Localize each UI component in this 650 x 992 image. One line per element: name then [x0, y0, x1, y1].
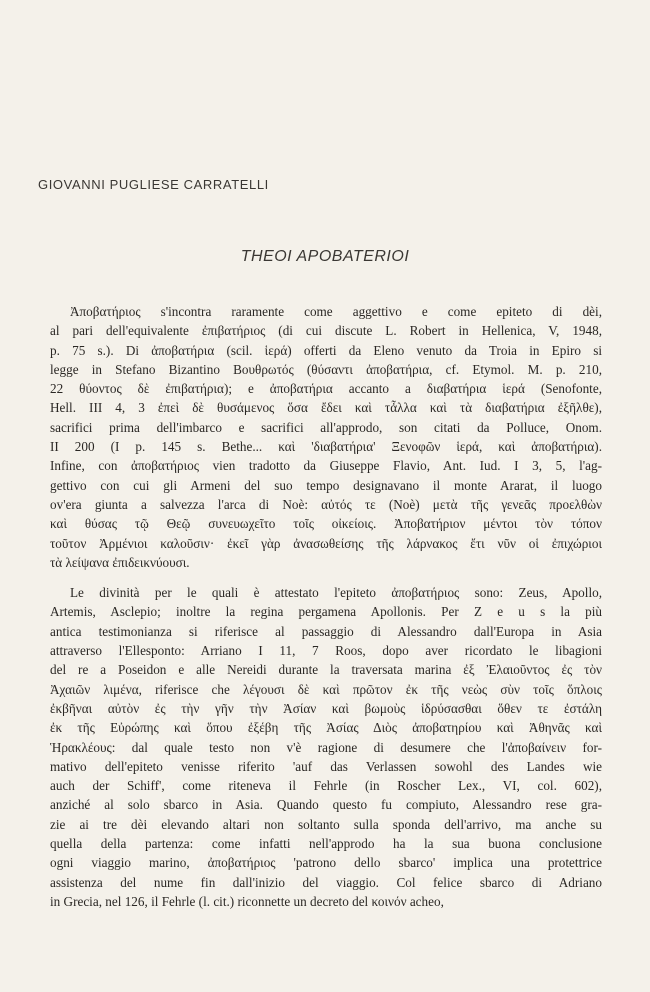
text-line: mativo dell'epiteto venisse riferito 'auf das Verlassen sowohl des Landes wie	[50, 758, 602, 774]
text-line: ogni viaggio marino, ἀποβατήριος 'patrono dello sbarco' implica una protettrice	[50, 855, 602, 871]
text-line: Le divinità per le quali è attestato l'epiteto ἀποβατήριος sono: Zeus, Apollo,	[70, 585, 602, 601]
article-title: THEOI APOBATERIOI	[240, 248, 410, 265]
text-line: auch der Schiff', come riteneva il Fehrle (in Roscher Lex., VI, col. 602),	[50, 778, 602, 794]
text-line: ἐκ τῆς Εὐρώπης καὶ ὅπου ἐξέβη τῆς Ἀσίας Διὸς ἀποβατηρίου καὶ Ἀθηνᾶς καὶ	[50, 720, 602, 736]
text-line: Infine, con ἀποβατήριος vien tradotto da Giuseppe Flavio, Ant. Iud. I 3, 5, l'ag-	[50, 458, 602, 474]
text-line: del re a Poseidon e alle Nereidi durante la traversata marina ἐξ Ἐλαιοῦντος ἐς τὸν	[50, 662, 602, 678]
text-line: ἐκβῆναι αὐτὸν ἐς τὴν γῆν τὴν Ἀσίαν καὶ βωμοὺς ἱδρύσασθαι ὅθεν τε ἐστάλη	[50, 700, 602, 716]
text-line: p. 75 s.). Di ἀποβατήρια (scil. ἱερά) offerti da Eleno venuto da Troia in Epiro si	[50, 342, 602, 358]
text-line: II 200 (I p. 145 s. Bethe... καὶ 'διαβατήρια' Ξενοφῶν ἱερά, καὶ ἀποβατήρια).	[50, 439, 602, 455]
text-line: zie ai tre dèi elevando altari non soltanto sulla sponda dell'arrivo, ma anche su	[50, 816, 602, 832]
text-line: anziché al solo sbarco in Asia. Quando questo fu compiuto, Alessandro rese gra-	[50, 797, 602, 813]
text-line: al pari dell'equivalente ἐπιβατήριος (di cui discute L. Robert in Hellenica, V, 1948,	[50, 323, 602, 339]
text-line: 22 θύοντος δὲ ἐπιβατήρια); e ἀποβατήρια accanto a διαβατήρια ἱερά (Senofonte,	[50, 381, 602, 397]
author-name: GIOVANNI PUGLIESE CARRATELLI	[38, 177, 269, 192]
text-line: antica testimonianza si riferisce al passaggio di Alessandro dall'Europa in Asia	[50, 623, 602, 639]
text-line: gettivo con cui gli Armeni del suo tempo designavano il monte Ararat, il luogo	[50, 477, 602, 493]
text-line: ov'era giunta a salvezza l'arca di Noè: αὐτός τε (Noè) μετὰ τῆς γενεᾶς προελθὼν	[50, 496, 602, 512]
text-line: in Grecia, nel 126, il Fehrle (l. cit.) riconnette un decreto del κοινόν acheo,	[50, 893, 444, 909]
text-line: sacrifici prima dell'imbarco e sacrifici all'approdo, son citati da Polluce, Onom.	[50, 419, 602, 435]
text-line: legge in Stefano Bizantino Βουθρωτός (θύσαντι ἀποβατήρια, cf. Etymol. M. p. 210,	[50, 361, 602, 377]
text-line: Ἀχαιῶν λιμένα, riferisce che λέγουσι δὲ καὶ πρῶτον ἐκ τῆς νεὼς σὺν τοῖς ὅπλοις	[50, 681, 602, 697]
text-line: Hell. III 4, 3 ἐπεὶ δὲ θυσάμενος ὅσα ἔδει καὶ τἆλλα καὶ τὰ διαβατήρια ἐξῆλθε),	[50, 400, 602, 416]
text-line: attraverso l'Ellesponto: Arriano I 11, 7 Roos, dopo aver ricordato le libagioni	[50, 643, 602, 659]
article-body	[50, 302, 602, 911]
text-line: καὶ θύσας τῷ Θεῷ συνευωχεῖτο τοῖς οἰκείοις. Ἀποβατήριον μέντοι τὸν τόπον	[50, 516, 602, 532]
text-line: quella della partenza: come infatti nell'approdo ha la sua buona conclusione	[50, 836, 602, 852]
text-line: Ἡρακλέους: dal quale testo non v'è ragione di desumere che l'ἀποβαίνειν for-	[50, 739, 602, 755]
text-line: Ἀποβατήριος s'incontra raramente come aggettivo e come epiteto di dèi,	[70, 304, 602, 319]
text-line: τοῦτον Ἀρμένιοι καλοῦσιν· ἐκεῖ γὰρ ἀνασωθείσης τῆς λάρνακος ἔτι νῦν οἱ ἐπιχώριοι	[50, 535, 602, 551]
text-line: τὰ λείψανα ἐπιδεικνύουσι.	[50, 554, 190, 570]
text-line: Artemis, Asclepio; inoltre la regina pergamena Apollonis. Per Z e u s la più	[50, 604, 602, 620]
text-line: assistenza del nume fin dall'inizio del viaggio. Col felice sbarco di Adriano	[50, 874, 602, 890]
